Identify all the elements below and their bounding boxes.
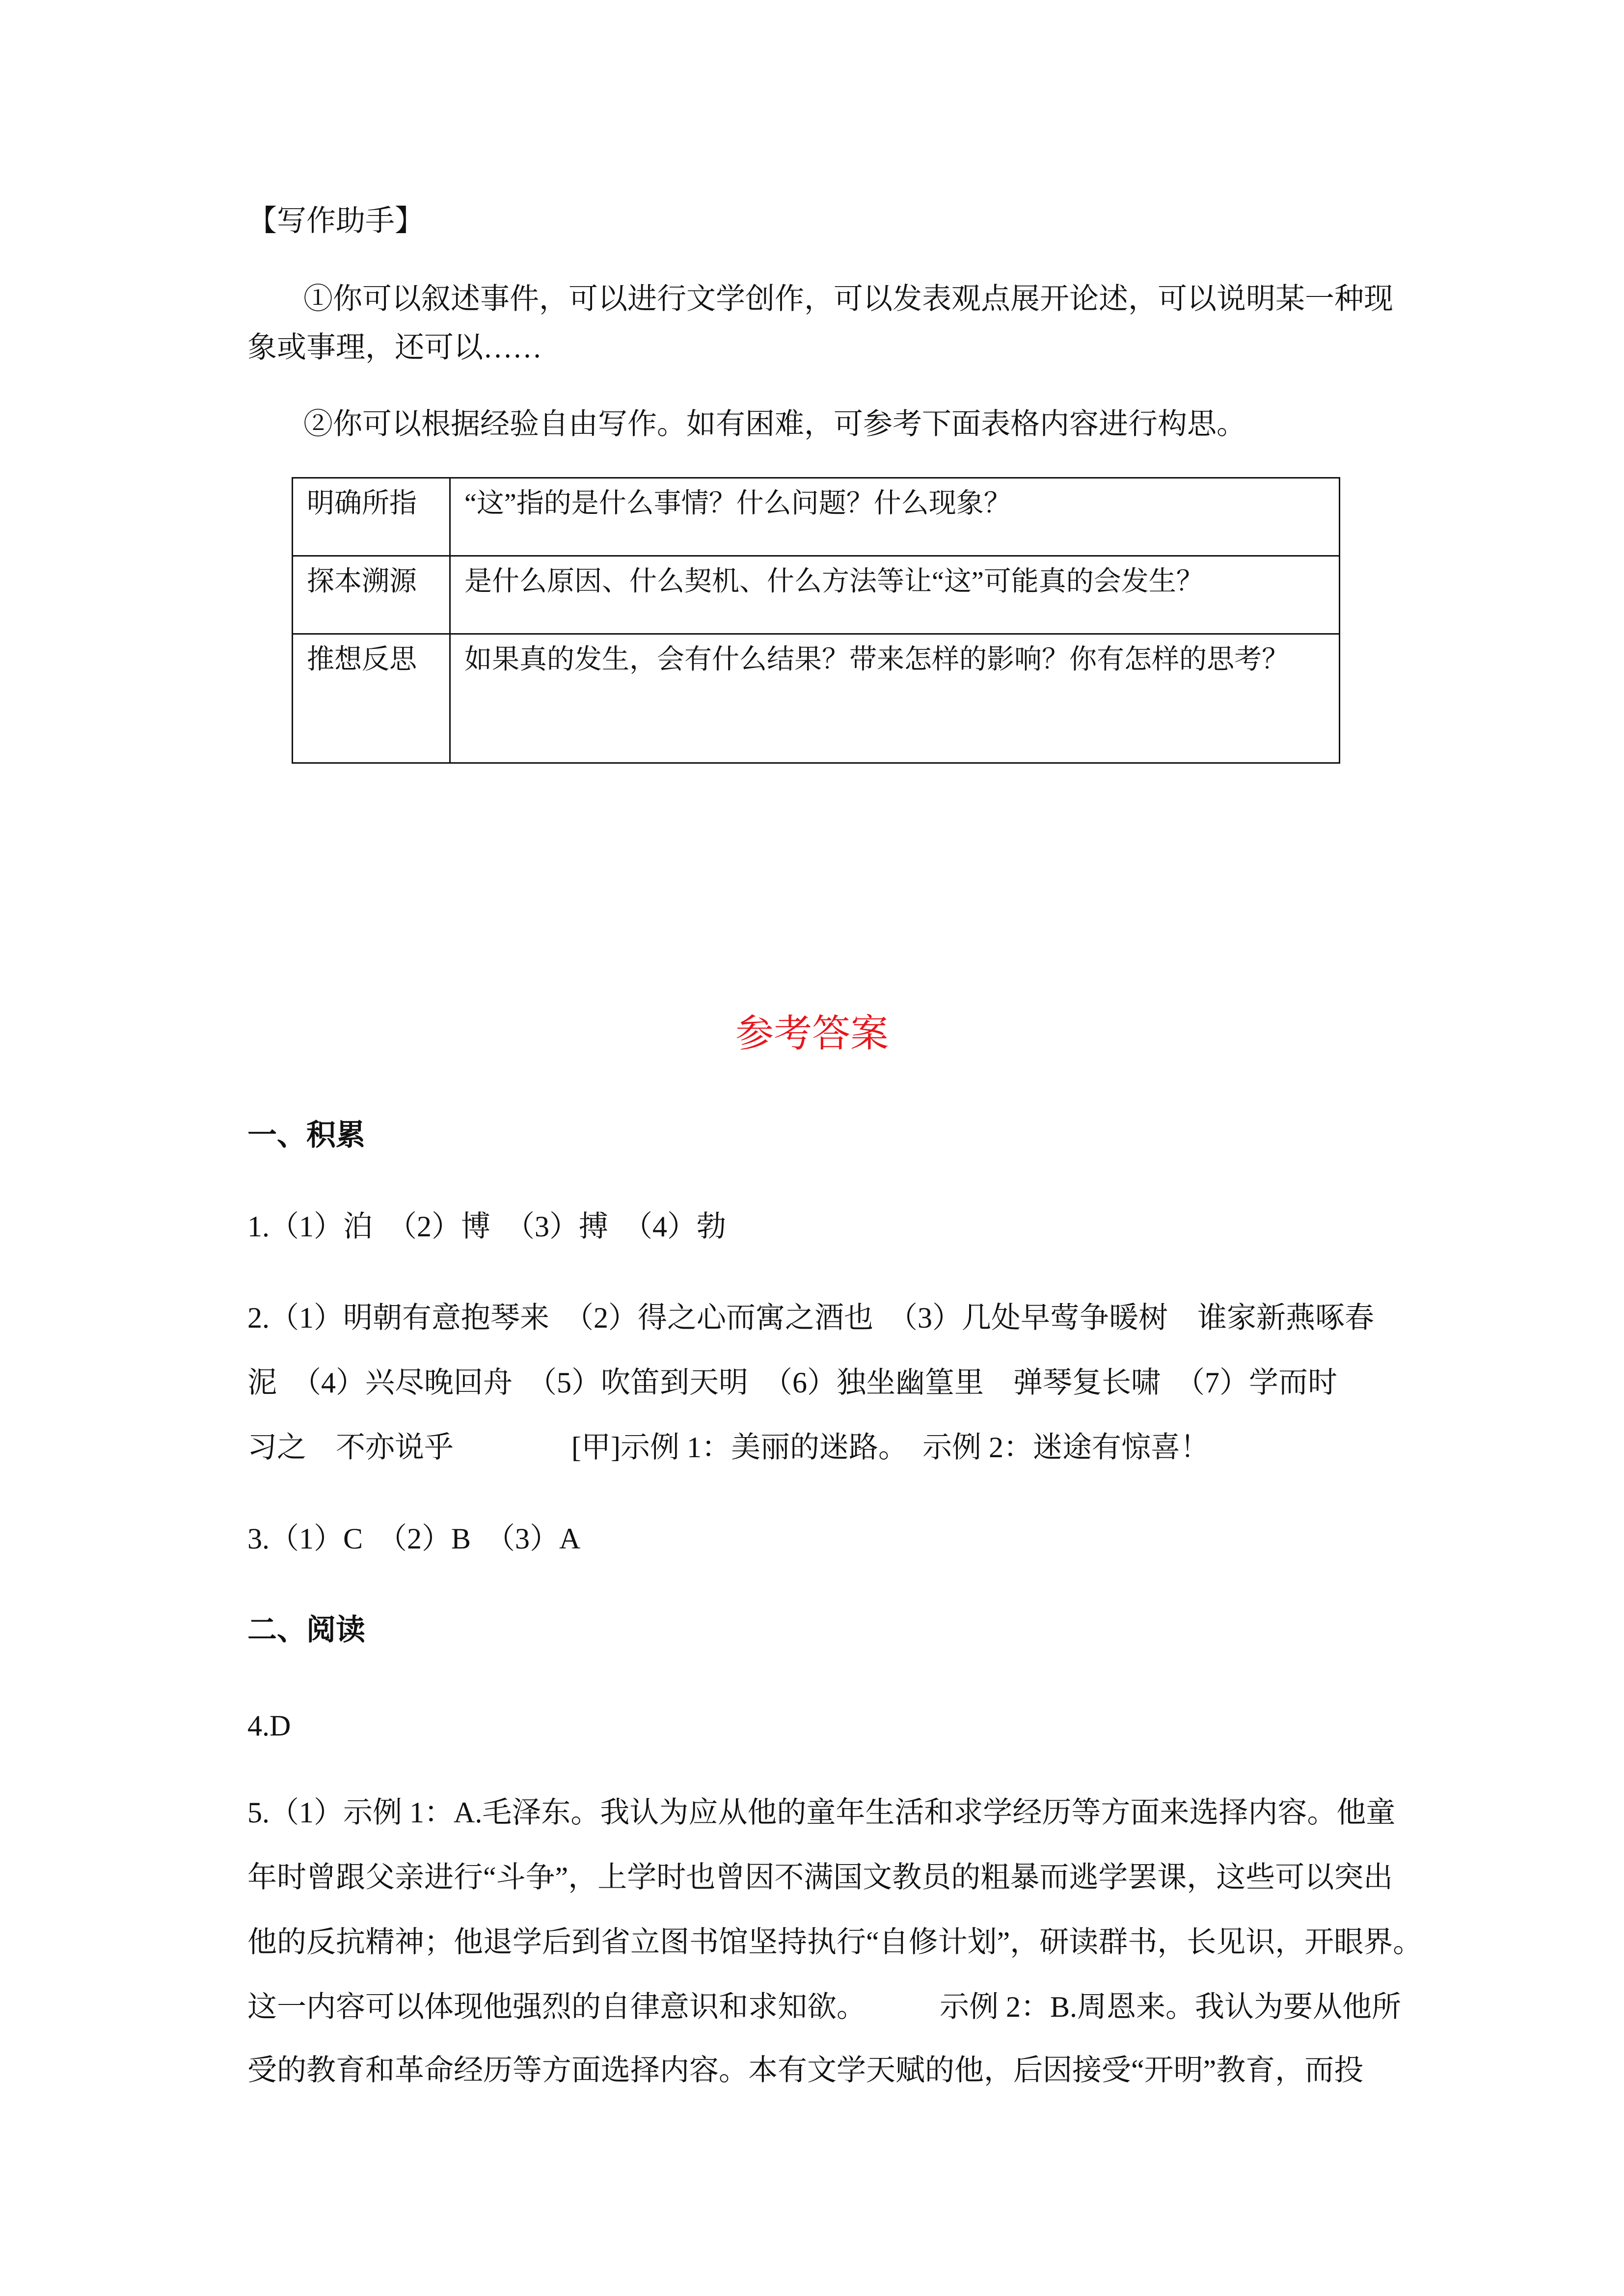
answer-q2-line1: 2.（1）明朝有意抱琴来 （2）得之心而寓之酒也 （3）几处早莺争暖树 谁家新燕啄春: [247, 1302, 1374, 1334]
row-content: 是什么原因、什么契机、什么方法等让“这”可能真的会发生？: [450, 556, 1340, 634]
answer-q2-line3: 习之 不亦说乎 [甲]示例 1：美丽的迷路。 示例 2：迷途有惊喜！: [247, 1431, 1210, 1464]
row-label: 明确所指: [293, 478, 450, 556]
section-heading-accumulation: 一、积累: [247, 1119, 365, 1151]
writing-helper-heading: 【写作助手】: [247, 205, 424, 237]
row-content: “这”指的是什么事情？什么问题？什么现象？: [450, 478, 1340, 556]
answer-q1: 1.（1）泊 （2）博 （3）搏 （4）勃: [247, 1210, 726, 1243]
row-content: 如果真的发生，会有什么结果？带来怎样的影响？你有怎样的思考？: [450, 634, 1340, 763]
helper-para2: ②你可以根据经验自由写作。如有困难，可参考下面表格内容进行构思。: [303, 408, 1246, 440]
answer-q5-line3: 他的反抗精神；他退学后到省立图书馆坚持执行“自修计划”，研读群书，长见识，开眼界。: [247, 1926, 1423, 1958]
answer-q5-line1: 5.（1）示例 1：A.毛泽东。我认为应从他的童年生活和求学经历等方面来选择内容。他童: [247, 1796, 1396, 1829]
row-label: 推想反思: [293, 634, 450, 763]
helper-para1-line1: ①你可以叙述事件，可以进行文学创作，可以发表观点展开论述，可以说明某一种现: [303, 283, 1393, 315]
table-row: [293, 556, 1340, 634]
answer-q5-line5: 受的教育和革命经历等方面选择内容。本有文学天赋的他，后因接受“开明”教育，而投: [247, 2054, 1364, 2086]
table-row: [293, 634, 1340, 763]
answer-q5-line2: 年时曾跟父亲进行“斗争”，上学时也曾因不满国文教员的粗暴而逃学罢课，这些可以突出: [247, 1861, 1393, 1894]
helper-para1-line2: 象或事理，还可以……: [247, 331, 542, 364]
row-label: 探本溯源: [293, 556, 450, 634]
idea-table: [292, 477, 1340, 764]
answer-q3: 3.（1）C （2）B （3）A: [247, 1522, 581, 1555]
table-row: [293, 478, 1340, 556]
answer-q5-line4: 这一内容可以体现他强烈的自律意识和求知欲。 示例 2：B.周恩来。我认为要从他所: [247, 1991, 1402, 2023]
answer-q4: 4.D: [247, 1709, 291, 1742]
answers-title: 参考答案: [735, 1012, 889, 1055]
section-heading-reading: 二、阅读: [247, 1614, 365, 1646]
answer-q2-line2: 泥 （4）兴尽晚回舟 （5）吹笛到天明 （6）独坐幽篁里 弹琴复长啸 （7）学而时: [247, 1366, 1337, 1399]
